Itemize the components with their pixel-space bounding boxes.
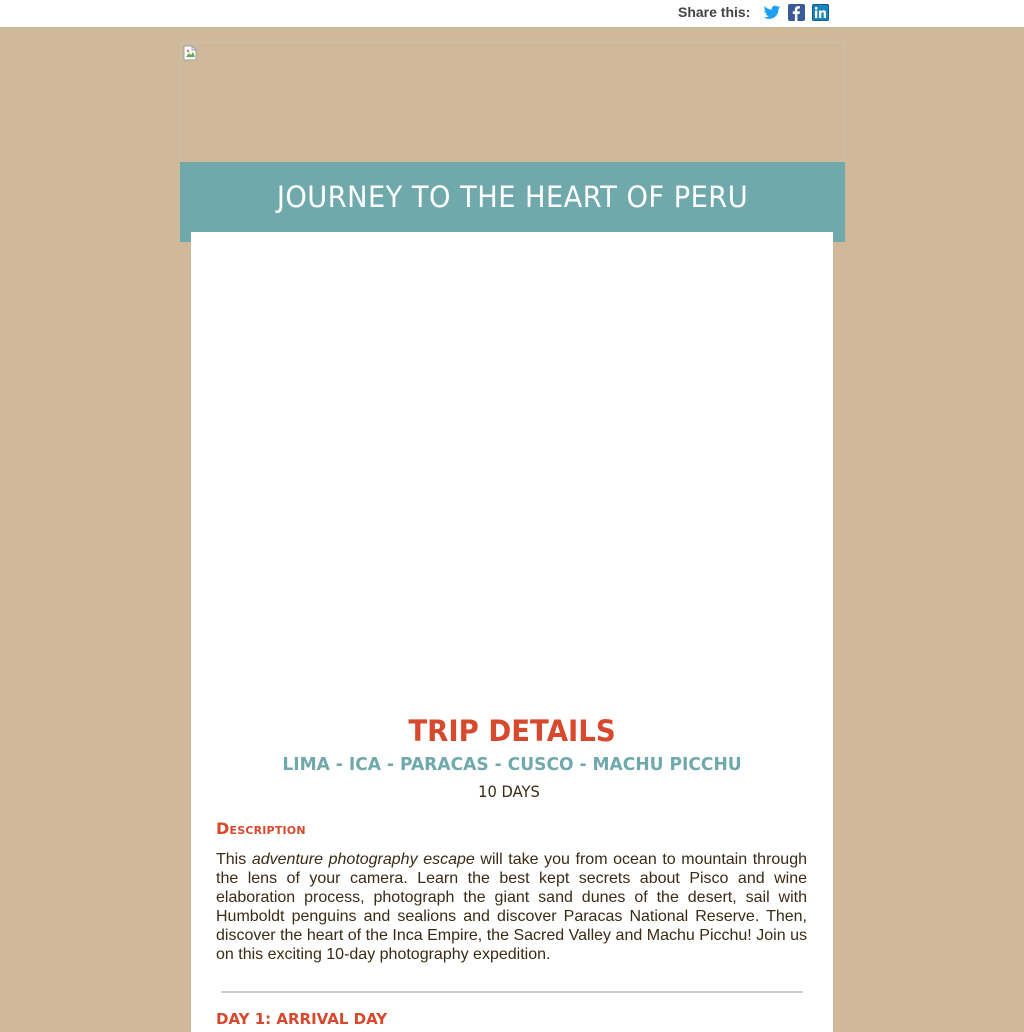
- description-body: [216, 850, 807, 964]
- facebook-icon[interactable]: [788, 4, 805, 21]
- page-title: JOURNEY TO THE HEART OF PERU: [276, 180, 749, 214]
- share-label: Share this:: [678, 4, 751, 20]
- route-line: LIMA - ICA - PARACAS - CUSCO - MACHU PICCHU: [282, 754, 742, 775]
- section-divider: [221, 991, 803, 993]
- trip-details-heading: TRIP DETAILS: [408, 714, 616, 748]
- description-intro: This: [216, 851, 252, 868]
- twitter-icon[interactable]: [763, 5, 780, 22]
- share-bar: [0, 0, 1024, 27]
- description-heading: Description: [216, 819, 306, 838]
- description-emphasis: adventure photography escape: [251, 851, 475, 868]
- broken-image-icon: [183, 45, 197, 61]
- description-text: will take you from ocean to mountain through the lens of your camera. Learn the best kept secrets about Pisco and wine elaboration process, photograph the giant sand dunes of the desert, sail with Humboldt penguins and sealions and discover Paracas National Reserve. Then, discover the heart of the Inca Empire, the Sacred Valley and Machu Picchu! Join us on this exciting 10-day photography expedition.: [216, 851, 808, 963]
- banner-image: [180, 42, 844, 161]
- content-card: [191, 232, 833, 1032]
- linkedin-icon[interactable]: [812, 4, 829, 21]
- trip-duration: 10 DAYS: [478, 782, 540, 801]
- title-band: [180, 162, 845, 242]
- day-1-heading: DAY 1: ARRIVAL DAY: [216, 1010, 388, 1028]
